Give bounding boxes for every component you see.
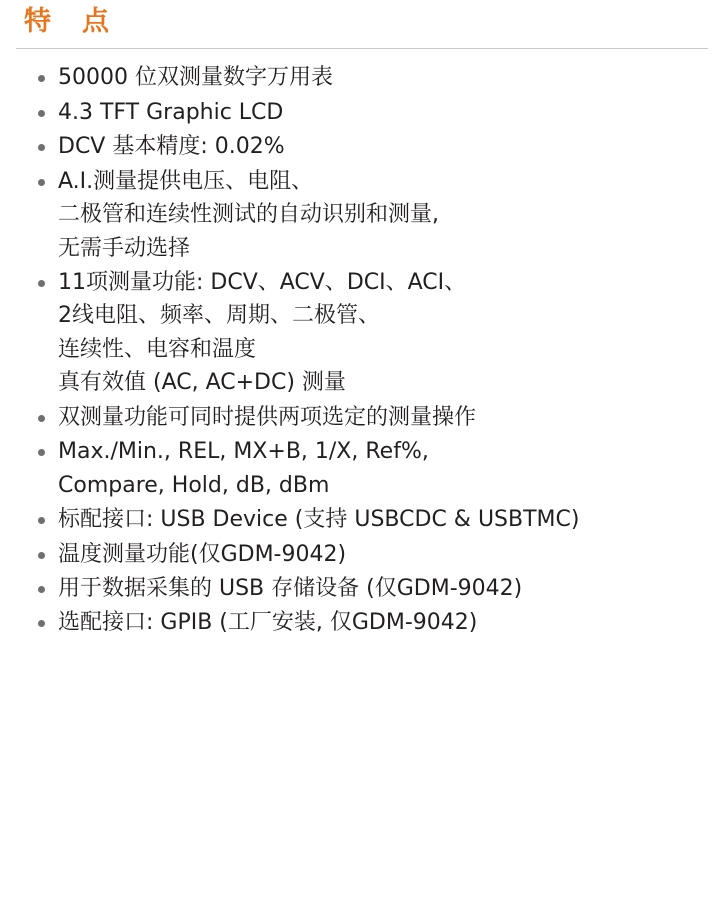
feature-line: 连续性、电容和温度 bbox=[58, 336, 257, 362]
feature-line: 无需手动选择 bbox=[58, 235, 191, 261]
list-item bbox=[32, 572, 708, 605]
list-item bbox=[32, 503, 708, 536]
feature-line: 真有效值 (AC, AC+DC) 测量 bbox=[58, 370, 346, 396]
list-item bbox=[32, 130, 708, 163]
feature-line: Compare, Hold, dB, dBm bbox=[58, 472, 330, 498]
feature-line: 2线电阻、频率、周期、二极管、 bbox=[58, 303, 380, 329]
feature-line: 双测量功能可同时提供两项选定的测量操作 bbox=[58, 404, 477, 430]
list-item bbox=[32, 401, 708, 434]
list-item bbox=[32, 266, 708, 400]
feature-line: 选配接口: GPIB (工厂安装, 仅GDM-9042) bbox=[58, 610, 478, 636]
list-item bbox=[32, 606, 708, 639]
feature-line: 11项测量功能: DCV、ACV、DCI、ACI、 bbox=[58, 270, 467, 296]
feature-list bbox=[14, 61, 708, 639]
feature-line: 标配接口: USB Device (支持 USBCDC & USBTMC) bbox=[58, 507, 580, 533]
title-divider bbox=[16, 48, 708, 49]
feature-line: 50000 位双测量数字万用表 bbox=[58, 65, 333, 91]
feature-line: DCV 基本精度: 0.02% bbox=[58, 134, 285, 160]
list-item bbox=[32, 61, 708, 94]
feature-line: 二极管和连续性测试的自动识别和测量, bbox=[58, 202, 439, 228]
list-item bbox=[32, 96, 708, 129]
feature-line: A.I.测量提供电压、电阻、 bbox=[58, 168, 314, 194]
feature-line: 温度测量功能(仅GDM-9042) bbox=[58, 541, 347, 567]
feature-line: 用于数据采集的 USB 存储设备 (仅GDM-9042) bbox=[58, 575, 523, 601]
feature-line: 4.3 TFT Graphic LCD bbox=[58, 99, 284, 125]
page-title: 特 点 bbox=[24, 6, 111, 37]
feature-line: Max./Min., REL, MX+B, 1/X, Ref%, bbox=[58, 439, 429, 465]
list-item bbox=[32, 435, 708, 502]
list-item bbox=[32, 538, 708, 571]
list-item bbox=[32, 165, 708, 265]
